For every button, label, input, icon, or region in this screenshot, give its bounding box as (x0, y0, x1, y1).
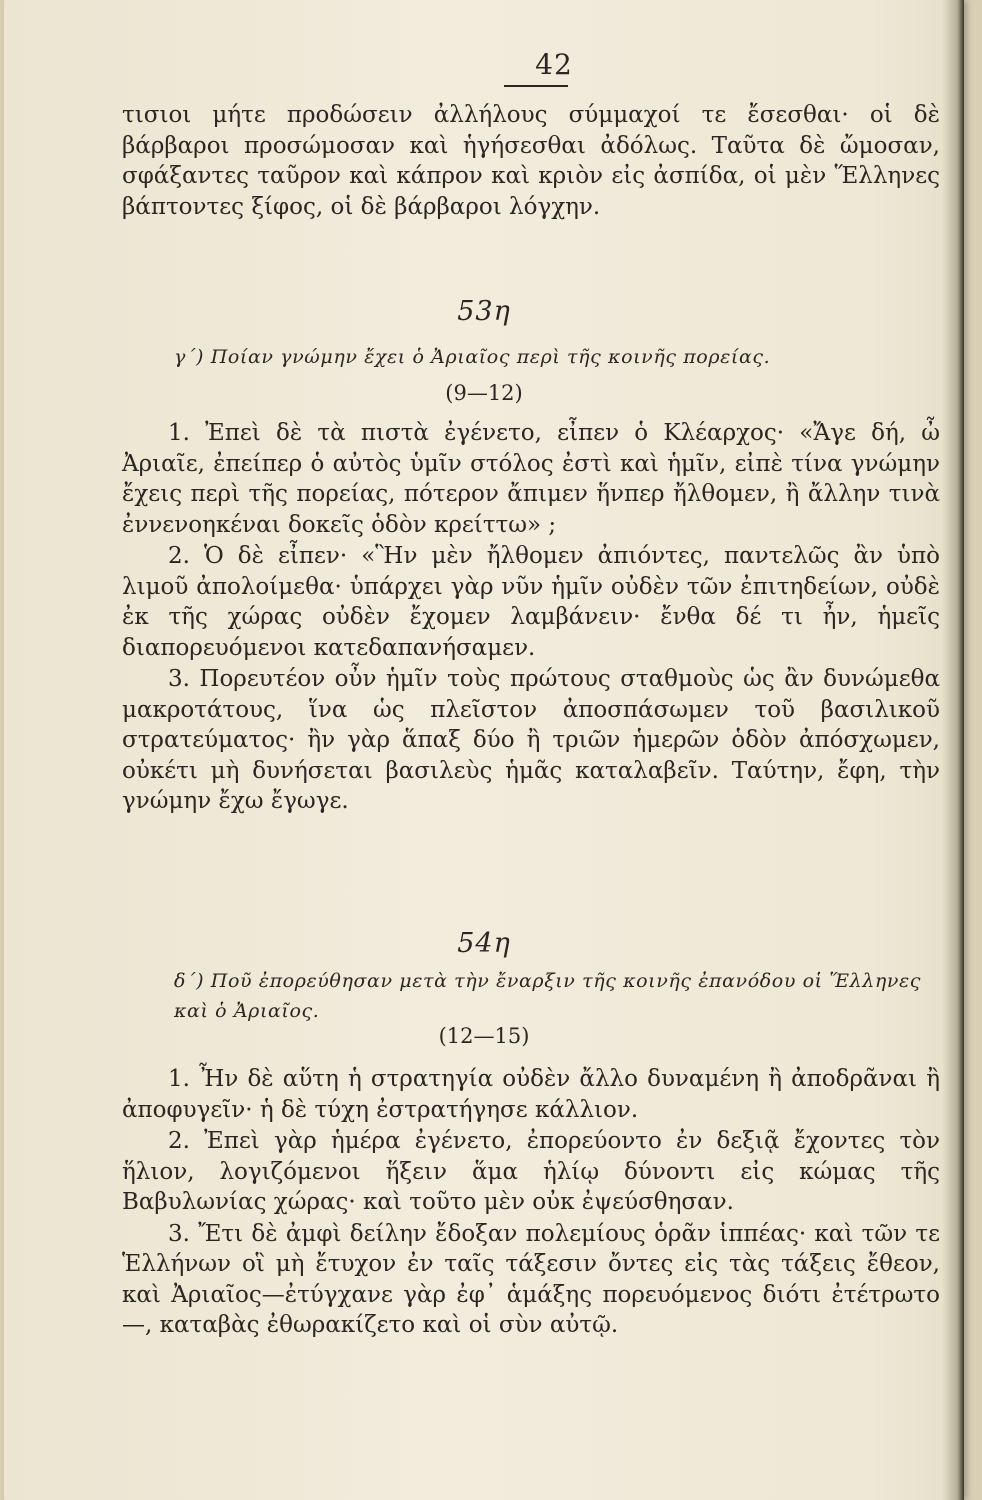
section-54-body (122, 1064, 940, 1342)
page-number: 42 (535, 48, 573, 81)
opening-paragraph: τισιοι μήτε προδώσειν ἀλλήλους σύμμαχοί τε ἔσεσθαι· οἱ δὲ βάρβαροι προσώμοσαν καὶ ἡγήσεσθαι ἀδόλως. Ταῦτα δὲ ὤμοσαν, σφάξαντες ταῦρον καὶ κάπρον καὶ κριὸν εἰς ἀσπίδα, οἱ μὲν Ἕλληνες βάπτοντες ξίφος, οἱ δὲ βάρβαροι λόγχην. (122, 102, 940, 220)
section-53-title: γ΄) Ποίαν γνώμην ἔχει ὁ Ἀριαῖος περὶ τῆς κοινῆς πορείας. (174, 346, 771, 368)
section-53-paragraph-1: 1. Ἐπεὶ δὲ τὰ πιστὰ ἐγένετο, εἶπεν ὁ Κλέαρχος· «Ἄγε δή, ὦ Ἀριαῖε, ἐπείπερ ὁ αὐτὸς ὑμῖν στόλος ἐστὶ καὶ ἡμῖν, εἰπὲ τίνα γνώμην ἔχεις περὶ τῆς πορείας, πότερον ἄπιμεν ἥνπερ ἤλθομεν, ἢ ἄλλην τινὰ ἐννενοηκέναι δοκεῖς ὁδὸν κρείττω» ; (122, 420, 940, 538)
book-page (4, 0, 964, 1500)
section-54-title: δ΄) Ποῦ ἐπορεύθησαν μετὰ τὴν ἔναρξιν τῆς κοινῆς ἐπανόδου οἱ Ἕλληνες καὶ ὁ Ἀριαῖος. (174, 970, 922, 1022)
section-54-number: 54η (457, 928, 511, 959)
section-53-number: 53η (457, 296, 511, 327)
section-54-paragraph-2: 2. Ἐπεὶ γὰρ ἡμέρα ἐγένετο, ἐπορεύοντο ἐν δεξιᾷ ἔχοντες τὸν ἥλιον, λογιζόμενοι ἥξειν ἅμα ἡλίῳ δύνοντι εἰς κώμας τῆς Βαβυλωνίας χώρας· καὶ τοῦτο μὲν οὐκ ἐψεύσθησαν. (122, 1128, 940, 1215)
section-53-paragraph-2: 2. Ὁ δὲ εἶπεν· «Ἣν μὲν ἤλθομεν ἀπιόντες, παντελῶς ἂν ὑπὸ λιμοῦ ἀπολοίμεθα· ὑπάρχει γὰρ νῦν ἡμῖν οὐδὲν τῶν ἐπιτηδείων, οὐδὲ ἐκ τῆς χώρας οὐδὲν ἔχομεν λαμβάνειν· ἔνθα δέ τι ἦν, ἡμεῖς διαπορευόμενοι κατεδαπανήσαμεν. (122, 543, 940, 661)
section-54-paragraph-3: 3. Ἔτι δὲ ἀμφὶ δείλην ἔδοξαν πολεμίους ὁρᾶν ἱππέας· καὶ τῶν τε Ἑλλήνων οἳ μὴ ἔτυχον ἐν ταῖς τάξεσιν ὄντες εἰς τὰς τάξεις ἔθεον, καὶ Ἀριαῖος—ἐτύγχανε γὰρ ἐφ᾽ ἁμάξης πορευόμενος διότι ἐτέτρωτο—, καταβὰς ἐθωρακίζετο καὶ οἱ σὺν αὐτῷ. (122, 1220, 940, 1338)
section-54-range: (12—15) (438, 1024, 530, 1048)
section-53-body (122, 418, 940, 818)
section-53-paragraph-3: 3. Πορευτέον οὖν ἡμῖν τοὺς πρώτους σταθμοὺς ὡς ἂν δυνώμεθα μακροτάτους, ἵνα ὡς πλεῖστον ἀποσπάσωμεν τοῦ βασιλικοῦ στρατεύματος· ἢν γὰρ ἅπαξ δύο ἢ τριῶν ἡμερῶν ὁδὸν ἀπόσχωμεν, οὐκέτι μὴ δυνήσεται βασιλεὺς ἡμᾶς καταλαβεῖν. Ταύτην, ἔφη, τὴν γνώμην ἔχω ἔγωγε. (122, 666, 940, 814)
section-54-paragraph-1: 1. Ἦν δὲ αὕτη ἡ στρατηγία οὐδὲν ἄλλο δυναμένη ἢ ἀποδρᾶναι ἢ ἀποφυγεῖν· ἡ δὲ τύχη ἐστρατήγησε κάλλιον. (122, 1066, 940, 1123)
page-number-rule (504, 85, 568, 87)
section-53-range: (9—12) (445, 381, 523, 405)
opening-text-block (122, 100, 940, 223)
page-binding-edge (942, 0, 964, 1500)
